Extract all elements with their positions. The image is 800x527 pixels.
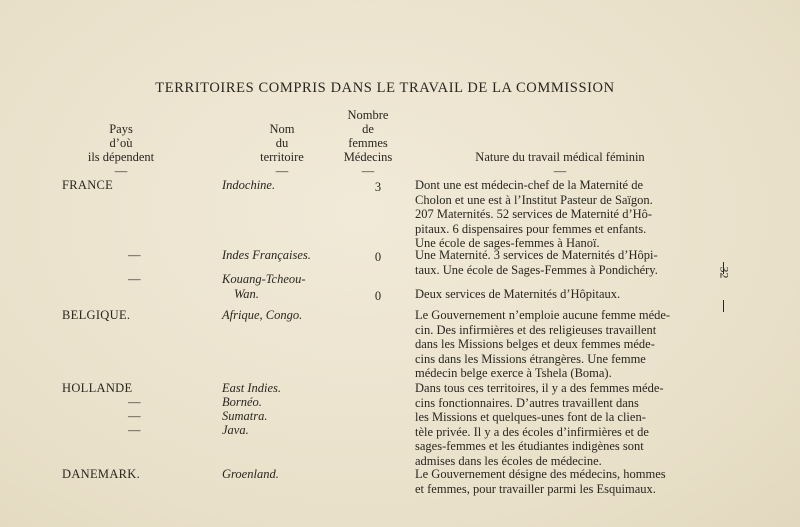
header-line: Pays xyxy=(109,122,133,136)
nature-line: cins dans les Missions étrangères. Une femme xyxy=(415,351,646,366)
row-nature xyxy=(415,287,707,302)
header-dash: — xyxy=(553,164,567,178)
header-line: Nombre xyxy=(347,108,389,122)
header-line: Médecins xyxy=(343,150,393,164)
nature-line: Dans tous ces territoires, il y a des femmes méde- xyxy=(415,381,664,395)
header-line: territoire xyxy=(260,150,304,164)
row-country: — xyxy=(128,272,141,286)
nature-line: sages-femmes et les étudiantes indigènes sont xyxy=(415,439,644,453)
header-nature xyxy=(440,150,680,178)
row-territory xyxy=(222,381,281,437)
row-territory: Indochine. xyxy=(222,178,276,192)
nature-line: les Missions et quelques-unes font de la clien- xyxy=(415,410,646,424)
nature-line: pitaux. 6 dispensaires pour femmes et enfants. xyxy=(415,221,647,236)
row-count: 0 xyxy=(374,250,382,264)
row-subcountry: — xyxy=(128,423,141,437)
nature-line: admises dans les écoles de médecine. xyxy=(415,453,602,468)
row-count: 3 xyxy=(374,180,382,194)
nature-line: 207 Maternités. 52 services de Maternité d’Hô- xyxy=(415,207,653,221)
header-line: Nom xyxy=(269,122,295,136)
header-line: du xyxy=(275,136,289,150)
nature-line: et femmes, pour travailler parmi les Esquimaux. xyxy=(415,481,656,496)
header-line: femmes xyxy=(348,136,388,150)
row-territory: Afrique, Congo. xyxy=(222,308,303,322)
header-count xyxy=(332,108,404,178)
row-country: HOLLANDE xyxy=(62,381,133,395)
row-territory: Indes Françaises. xyxy=(222,248,311,262)
row-country: DANEMARK. xyxy=(62,467,141,481)
row-nature xyxy=(415,178,707,251)
header-country xyxy=(62,122,180,178)
row-count: 0 xyxy=(374,289,382,303)
nature-line: dans les Missions belges et deux femmes méde- xyxy=(415,337,655,351)
header-line: ils dépendent xyxy=(87,150,155,164)
header-line: d’où xyxy=(109,136,133,150)
nature-line: Cholon et une est à l’Institut Pasteur de Saïgon. xyxy=(415,192,653,207)
nature-line: médecin belge exerce à Tshela (Boma). xyxy=(415,366,612,380)
header-line: de xyxy=(362,122,374,136)
nature-line: Dont une est médecin-chef de la Maternité de xyxy=(415,178,644,192)
row-territory: Groenland. xyxy=(222,467,279,481)
header-line: Nature du travail médical féminin xyxy=(475,150,645,164)
row-subcountry: — xyxy=(128,395,141,409)
row-nature xyxy=(415,381,707,468)
nature-line: Deux services de Maternités d’Hôpitaux. xyxy=(415,287,621,301)
territory-line: Java. xyxy=(222,423,249,437)
header-dash: — xyxy=(361,164,375,178)
header-dash: — xyxy=(275,164,289,178)
nature-line: Le Gouvernement désigne des médecins, hommes xyxy=(415,467,666,481)
row-nature xyxy=(415,467,707,496)
territory-line: Bornéo. xyxy=(222,395,262,409)
nature-line: tèle privée. Il y a des écoles d’infirmières et de xyxy=(415,424,649,439)
row-subcountry: — xyxy=(128,409,141,423)
nature-line: Une Maternité. 3 services de Maternités d’Hôpi- xyxy=(415,248,658,262)
margin-dash-bottom xyxy=(723,300,724,312)
header-dash: — xyxy=(114,164,128,178)
nature-line: taux. Une école de Sages-Femmes à Pondichéry. xyxy=(415,262,658,277)
header-territory xyxy=(240,122,324,178)
row-nature xyxy=(415,248,707,277)
territory-line: Kouang-Tcheou- xyxy=(222,272,306,286)
row-territory xyxy=(222,272,306,301)
row-country: — xyxy=(128,248,141,262)
page-title: TERRITOIRES COMPRIS DANS LE TRAVAIL DE LA COMMISSION xyxy=(155,80,615,96)
nature-line: Le Gouvernement n’emploie aucune femme méde- xyxy=(415,308,671,322)
row-nature xyxy=(415,308,707,381)
territory-line: Wan. xyxy=(234,286,259,301)
row-country: FRANCE xyxy=(62,178,114,192)
territory-line: Sumatra. xyxy=(222,409,268,423)
nature-line: cins fonctionnaires. D’autres travaillent dans xyxy=(415,395,639,410)
page-number: 32 xyxy=(717,266,732,279)
row-country: BELGIQUE. xyxy=(62,308,131,322)
nature-line: Une école de sages-femmes à Hanoï. xyxy=(415,236,600,250)
nature-line: cin. Des infirmières et des religieuses travaillent xyxy=(415,322,657,337)
territory-line: East Indies. xyxy=(222,381,282,395)
